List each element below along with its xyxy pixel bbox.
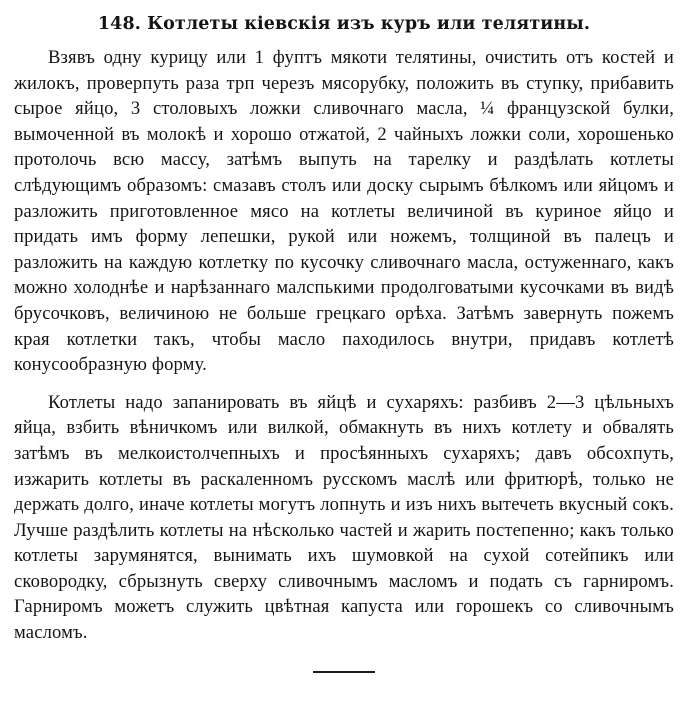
recipe-body (14, 45, 674, 646)
page-title: 148. Котлеты кіевскія изъ куръ или телятины. (97, 14, 591, 34)
paragraph-2: Котлеты надо запанировать въ яйцѣ и сухаряхъ: разбивъ 2—3 цѣльныхъ яйца, взбить вѣничкомъ или вилкой, обмакнуть въ нихъ котлету и обвалять затѣмъ въ мелкоистолчепныхъ и просѣянныхъ сухаряхъ; давъ обсохпуть, изжарить котлеты въ раскаленномъ русскомъ маслѣ или фритюрѣ, только не держать долго, иначе котлеты могутъ лопнуть и изъ нихъ вытечеть вкусный сокъ. Лучше раздѣлить котлеты на нѣсколько частей и жарить постепенно; какъ только котлеты зарумянятся, вынимать ихъ шумовкой на сухой сотейпикъ или сковородку, сбрызнуть сверху сливочнымъ масломъ и подать съ гарниромъ. Гарниромъ можетъ служить цвѣтная капуста или горошекъ со сливочнымъ масломъ. (14, 391, 674, 644)
horizontal-rule-icon (313, 671, 375, 673)
paragraph-1: Взявъ одну курицу или 1 фуптъ мякоти телятины, очистить отъ костей и жилокъ, проверпуть раза трп черезъ мясорубку, положить въ ступку, прибавить сырое яйцо, 3 столовыхъ ложки сливочнаго масла, ¼ французской булки, вымоченной въ молокѣ и хорошо отжатой, 2 чайныхъ ложки соли, хорошенько протолочь всю массу, затѣмъ выпуть на тарелку и раздѣлать котлеты слѣдующимъ образомъ: смазавъ столъ или доску сырымъ бѣлкомъ или яйцомъ и разложить приготовленное мясо на котлеты величиной въ куриное яйцо и придать имъ форму лепешки, рукой или ножемъ, толщиной въ палецъ и разложить на каждую котлетку по кусочку сливочнаго масла, остуженнаго, какъ можно холоднѣе и нарѣзаннаго малспькими продолговатыми кусочками въ видѣ брусочковъ, величиною не больше грецкаго орѣха. Затѣмъ завернуть пожемъ края котлетки такъ, чтобы масло паходилось внутри, придавъ котлетѣ конусообразную форму. (14, 47, 674, 376)
paragraph-spacer (14, 380, 674, 390)
footer-ornament (14, 660, 674, 678)
